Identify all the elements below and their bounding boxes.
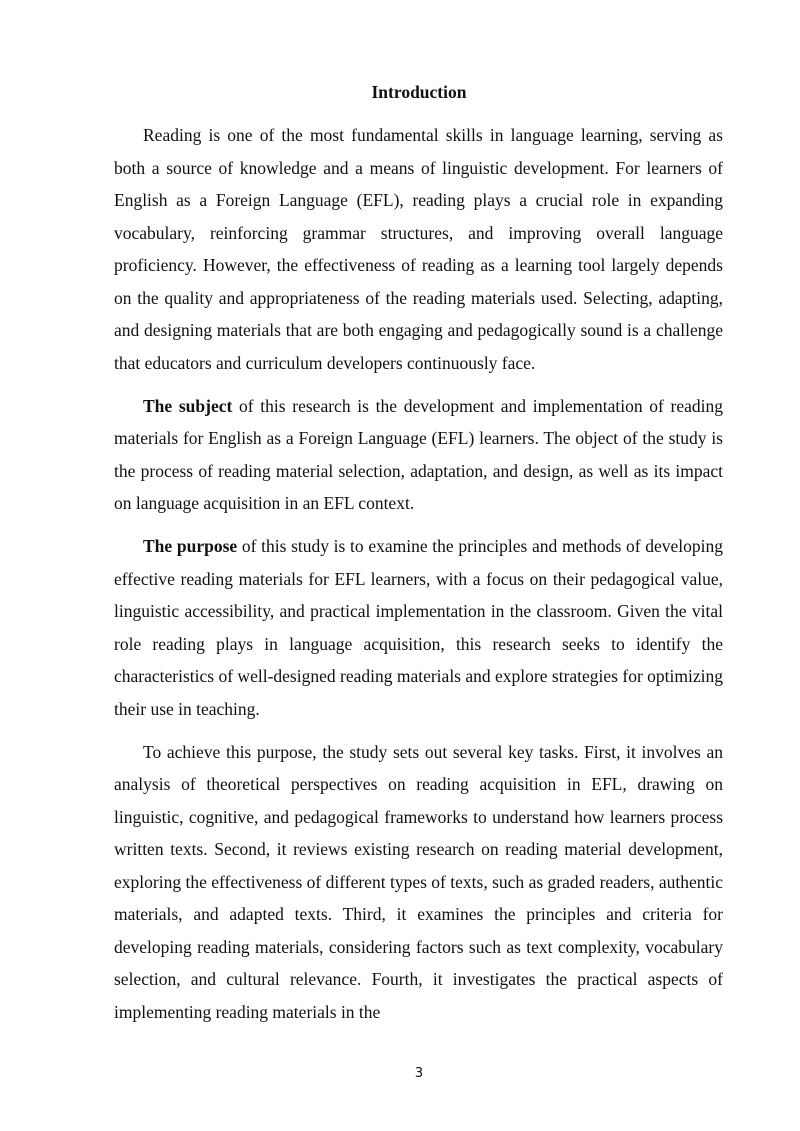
paragraph-subject (114, 390, 723, 520)
paragraph-lead: The subject (143, 395, 233, 416)
paragraph-lead: The purpose (143, 536, 238, 556)
paragraph-text: of this research is the development and implementation of reading materials for English as a Foreign Language (EFL) learners. The object of the study is the process of reading material selection, adaptation, and design, as well as its impact on language acquisition in an EFL context. (114, 395, 724, 513)
page-number: 3 (414, 1066, 424, 1081)
body-text (114, 119, 723, 1039)
paragraph-intro (114, 119, 723, 379)
paragraph-text: Reading is one of the most fundamental skills in language learning, serving as both a source of knowledge and a means of linguistic development. For learners of English as a Foreign Language (EFL), reading plays a crucial role in expanding vocabulary, reinforcing grammar structures, and improving overall language proficiency. However, the effectiveness of reading as a learning tool largely depends on the quality and appropriateness of the reading materials used. Selecting, adapting, and designing materials that are both engaging and pedagogically sound is a challenge that educators and curriculum developers continuously face. (114, 125, 723, 373)
section-heading: Introduction (371, 82, 467, 102)
paragraph-purpose (114, 530, 723, 725)
paragraph-tasks (114, 736, 723, 1029)
paragraph-text: To achieve this purpose, the study sets out several key tasks. First, it involves an analysis of theoretical perspectives on reading acquisition in EFL, drawing on linguistic, cognitive, and pedagogical frameworks to understand how learners process written texts. Second, it reviews existing research on reading material development, exploring the effectiveness of different types of texts, such as graded readers, authentic materials, and adapted texts. Third, it examines the principles and criteria for developing reading materials, considering factors such as text complexity, vocabulary selection, and cultural relevance. Fourth, it investigates the practical aspects of implementing reading materials in the (114, 741, 723, 1022)
paragraph-text: of this study is to examine the principles and methods of developing effective reading materials for EFL learners, with a focus on their pedagogical value, linguistic accessibility, and practical implementation in the classroom. Given the vital role reading plays in language acquisition, this research seeks to identify the characteristics of well-designed reading materials and explore strategies for optimizing their use in teaching. (114, 536, 724, 719)
